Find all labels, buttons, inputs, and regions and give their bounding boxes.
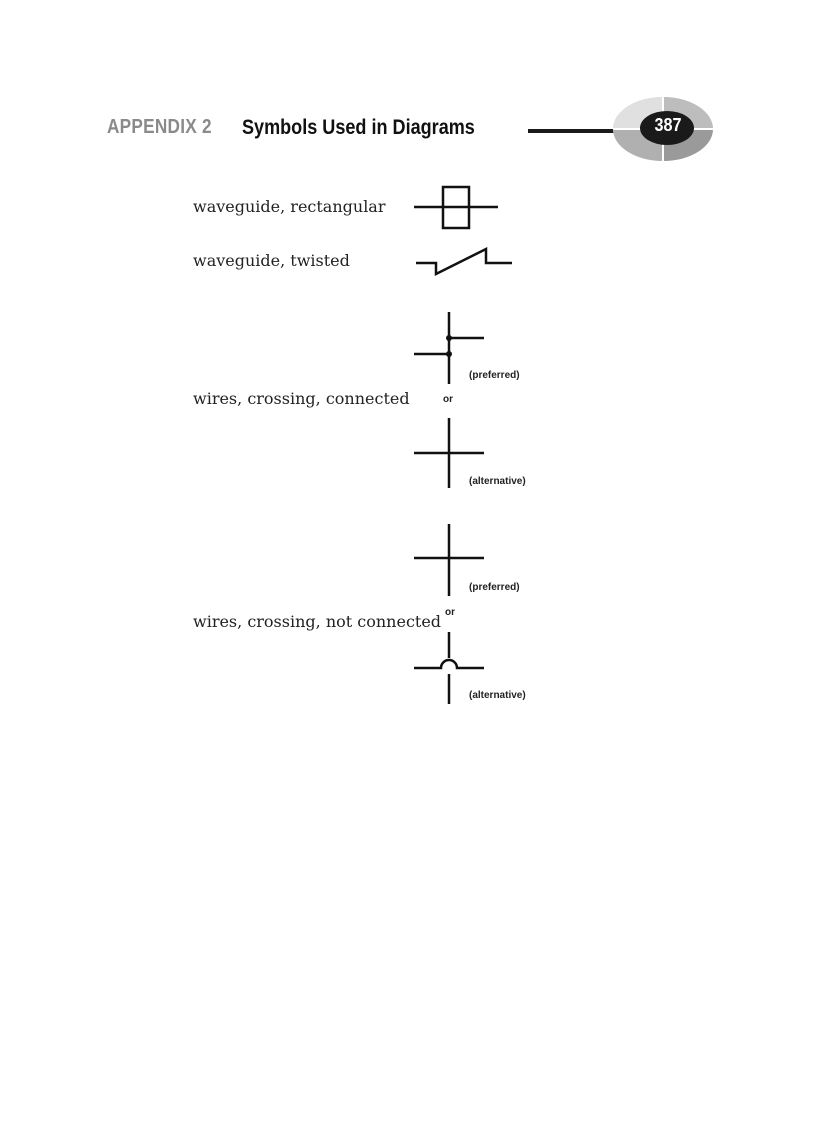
- page-number-badge: [612, 96, 714, 162]
- waveguide-rectangular-symbol: [410, 182, 510, 234]
- entry-label-wires-crossing-connected: wires, crossing, connected: [193, 389, 410, 408]
- alternative-label: (alternative): [469, 476, 526, 487]
- preferred-label: (preferred): [469, 582, 520, 593]
- page-number: 387: [654, 115, 682, 135]
- alternative-label: (alternative): [469, 690, 526, 701]
- appendix-label: APPENDIX 2: [107, 116, 212, 138]
- or-label: or: [443, 394, 453, 405]
- page-header: [0, 96, 816, 166]
- entry-label-waveguide-rectangular: waveguide, rectangular: [193, 197, 386, 216]
- entry-label-waveguide-twisted: waveguide, twisted: [193, 251, 350, 270]
- waveguide-twisted-symbol: [410, 244, 520, 284]
- or-label: or: [445, 607, 455, 618]
- entry-label-wires-crossing-not-connected: wires, crossing, not connected: [193, 612, 442, 631]
- preferred-label: (preferred): [469, 370, 520, 381]
- page-title: Symbols Used in Diagrams: [242, 116, 475, 139]
